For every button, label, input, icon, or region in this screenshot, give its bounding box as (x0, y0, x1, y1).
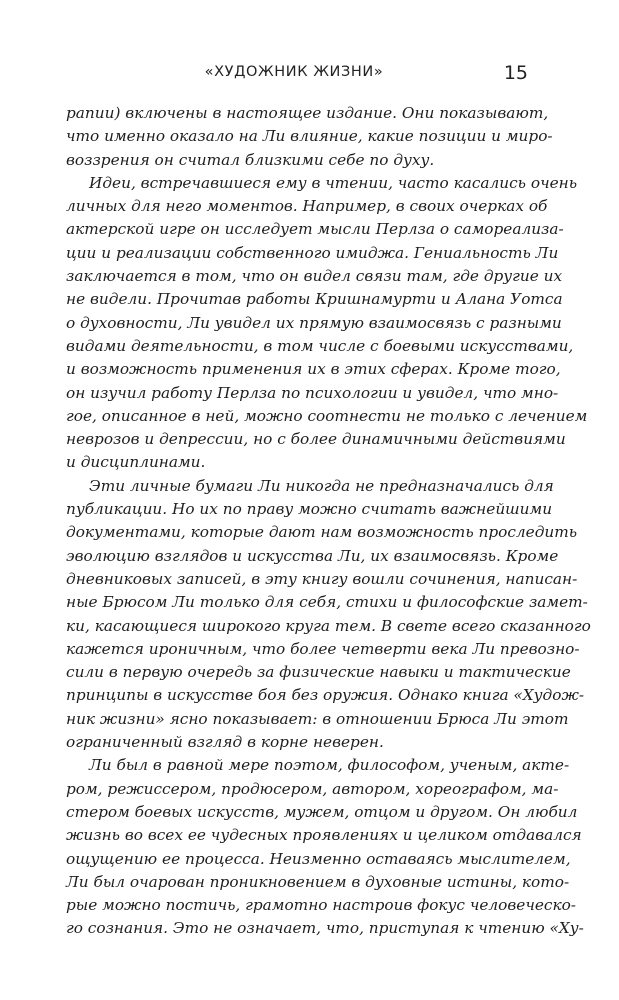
page-number: 15 (503, 62, 528, 84)
text-line: рапии) включены в настоящее издание. Они показывают, (66, 104, 549, 122)
text-line: и возможность применения их в этих сферах. Кроме того, (66, 360, 561, 379)
text-line: неврозов и депрессии, но с более динамичными действиями (66, 430, 566, 449)
text-line: эволюцию взглядов и искусства Ли, их взаимосвязь. Кроме (66, 546, 559, 565)
text-line: сили в первую очередь за физические навыки и тактические (66, 663, 571, 682)
text-line: не видели. Прочитав работы Кришнамурти и Алана Уотса (66, 290, 563, 309)
text-line: гое, описанное в ней, можно соотнести не только с лечением (66, 406, 588, 425)
text-line: Ли был в равной мере поэтом, философом, ученым, акте- (89, 756, 570, 775)
text-line: ки, касающиеся широкого круга тем. В свете всего сказанного (66, 616, 591, 635)
text-line: о духовности, Ли увидел их прямую взаимосвязь с разными (66, 313, 562, 332)
text-line: видами деятельности, в том числе с боевыми искусствами, (66, 336, 574, 355)
text-line: рые можно постичь, грамотно настроив фокус человеческо- (66, 896, 576, 915)
text-line: ник жизни» ясно показывает: в отношении Брюса Ли этот (66, 709, 569, 728)
text-line: принципы в искусстве боя без оружия. Однако книга «Худож- (66, 686, 585, 705)
text-line: что именно оказало на Ли влияние, какие позиции и миро- (66, 127, 553, 146)
text-line: кажется ироничным, что более четверти века Ли превозно- (66, 639, 580, 658)
text-line: ограниченный взгляд в корне неверен. (66, 733, 384, 752)
text-line: Идеи, встречавшиеся ему в чтении, часто касались очень (89, 173, 578, 192)
text-line: воззрения он считал близкими себе по духу. (66, 150, 435, 169)
text-line: он изучил работу Перлза по психологии и увидел, что мно- (66, 383, 559, 402)
text-line: личных для него моментов. Например, в своих очерках об (66, 197, 548, 216)
text-line: Эти личные бумаги Ли никогда не предназначались для (89, 476, 554, 495)
text-line: Ли был очарован проникновением в духовные истины, кото- (66, 872, 570, 891)
text-line: ные Брюсом Ли только для себя, стихи и философские замет- (66, 593, 588, 612)
running-title: «ХУДОЖНИК ЖИЗНИ» (204, 64, 384, 80)
text-line: стером боевых искусств, мужем, отцом и другом. Он любил (66, 802, 578, 821)
body-text (66, 102, 591, 941)
text-line: и дисциплинами. (66, 453, 206, 472)
page-header (60, 62, 528, 88)
text-line: ощущению ее процесса. Неизменно оставаясь мыслителем, (66, 849, 571, 868)
text-line: ром, режиссером, продюсером, автором, хореографом, ма- (66, 779, 559, 798)
text-line: актерской игре он исследует мысли Перлза о самореализа- (66, 220, 564, 239)
text-line: публикации. Но их по праву можно считать важнейшими (66, 500, 553, 519)
text-line: ции и реализации собственного имиджа. Гениальность Ли (66, 243, 559, 262)
text-line: документами, которые дают нам возможность проследить (66, 523, 578, 542)
text-line: дневниковых записей, в эту книгу вошли сочинения, написан- (66, 569, 578, 588)
text-line: жизнь во всех ее чудесных проявлениях и целиком отдавался (66, 826, 582, 845)
text-line: го сознания. Это не означает, что, приступая к чтению «Ху- (66, 919, 584, 938)
text-line: заключается в том, что он видел связи там, где другие их (66, 267, 563, 286)
